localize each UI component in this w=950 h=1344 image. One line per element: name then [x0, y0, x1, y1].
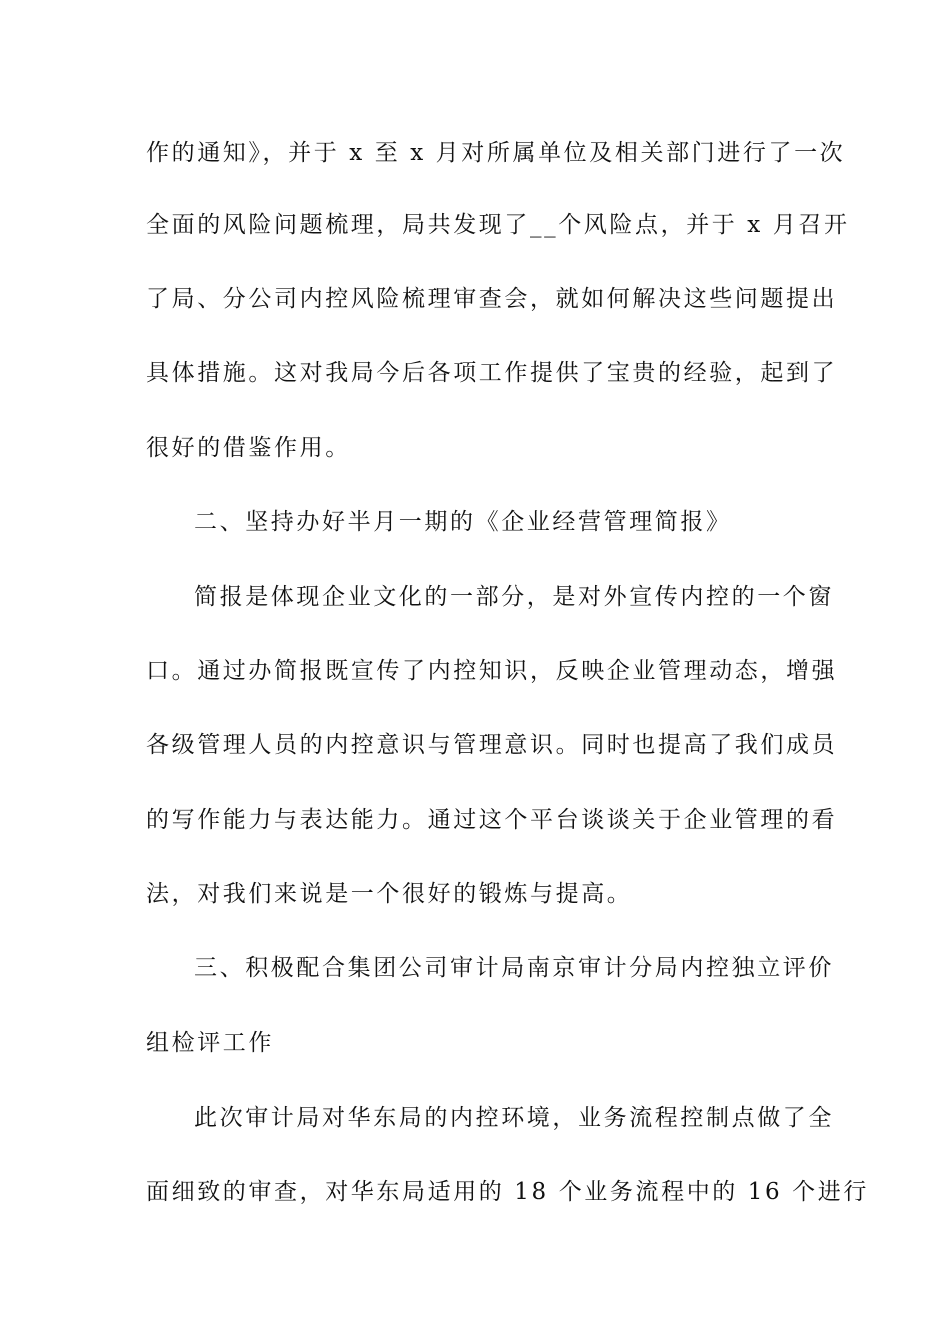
paragraph-line: 很好的借鉴作用。 [146, 435, 351, 461]
paragraph-line: 面细致的审查，对华东局适用的 18 个业务流程中的 16 个进行 [146, 1179, 869, 1205]
paragraph-line: 口。通过办简报既宣传了内控知识，反映企业管理动态，增强 [146, 658, 838, 684]
paragraph-line: 的写作能力与表达能力。通过这个平台谈谈关于企业管理的看 [146, 807, 838, 833]
paragraph-line: 作的通知》，并于 x 至 x 月对所属单位及相关部门进行了一次 [146, 140, 846, 166]
paragraph-line: 全面的风险问题梳理，局共发现了__个风险点，并于 x 月召开 [146, 212, 850, 238]
section-heading-continued: 组检评工作 [146, 1030, 274, 1056]
paragraph-line: 此次审计局对华东局的内控环境，业务流程控制点做了全 [194, 1105, 834, 1131]
paragraph-line: 了局、分公司内控风险梳理审查会，就如何解决这些问题提出 [146, 286, 838, 312]
section-heading: 三、积极配合集团公司审计局南京审计分局内控独立评价 [194, 955, 834, 981]
section-heading: 二、坚持办好半月一期的《企业经营管理简报》 [194, 509, 732, 535]
paragraph-line: 法，对我们来说是一个很好的锻炼与提高。 [146, 881, 633, 907]
paragraph-line: 简报是体现企业文化的一部分，是对外宣传内控的一个窗 [194, 584, 834, 610]
paragraph-line: 各级管理人员的内控意识与管理意识。同时也提高了我们成员 [146, 732, 838, 758]
paragraph-line: 具体措施。这对我局今后各项工作提供了宝贵的经验，起到了 [146, 360, 838, 386]
